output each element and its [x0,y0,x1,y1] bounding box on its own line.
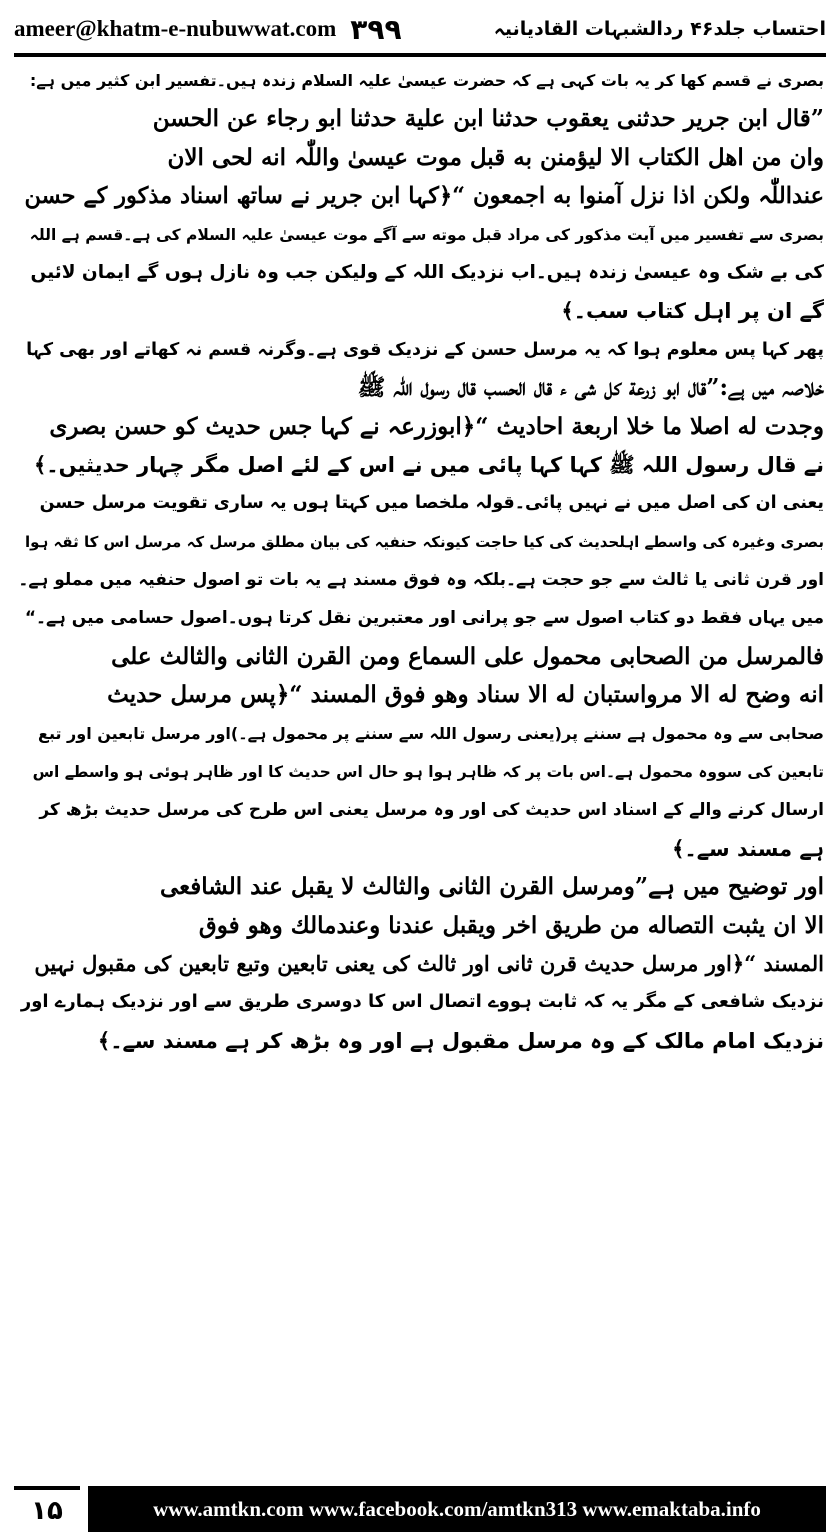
footer-page-number: ۱۵ [14,1486,80,1532]
page-body [18,62,824,1480]
body-line: الا ان یثبت التصاله من طریق اخر ویقبل عندنا وعندمالك وهو فوق [198,911,824,939]
header-email: ameer@khatm-e-nubuwwat.com [14,16,337,41]
body-line: کی بے شک وہ عیسیٰ زندہ ہیں۔اب نزدیک اللہ کے ولیکن جب وہ نازل ہوں گے ایمان لائیں [30,261,824,283]
page-footer [14,1486,826,1532]
body-line: پھر کہا پس معلوم ہوا کہ یہ مرسل حسن کے نزدیک قوی ہے۔وگرنہ قسم نہ کھاتے اور بھی کہا [26,339,824,360]
body-line: نزدیک شافعی کے مگر یہ کہ ثابت ہووے اتصال اس کا دوسری طریق سے اور نزدیک ہمارے اور [20,991,824,1013]
body-line: انه وضح له الا مرواستبان له الا سناد وهو فوق المسند “﴿پس مرسل حدیث [107,681,824,709]
body-line: اور توضیح میں ہے”ومرسل القرن الثانی والثالث لا یقبل عند الشافعی [159,873,824,901]
header-book-title: احتساب جلد۴۶ ردالشبہات القادیانیہ [493,18,826,40]
body-line: نے قال رسول اللہ ﷺ کہا کہا پائی میں نے اس کے لئے اصل مگر چہار حدیثیں۔﴾ [33,452,824,477]
footer-links: www.amtkn.com www.facebook.com/amtkn313 www.emaktaba.info [88,1486,826,1532]
header-rule [14,53,826,57]
body-line: تابعین کی سووہ محمول ہے۔اس بات پر کہ ظاہر ہوا ہو حال اس حدیث کا اور ظاہر ہوئی ہو واسطے اس [32,763,824,782]
body-line: بصری نے قسم کھا کر یہ بات کہی ہے کہ حضرت عیسیٰ علیہ السلام زندہ ہیں۔تفسیر ابن کثیر میں ہے: [29,71,824,90]
body-line: وجدت له اصلا ما خلا اربعة احادیث “﴿ابوزرعہ نے کہا جس حدیث کو حسن بصری [49,412,824,440]
body-line: خلاصہ میں ہے:”قال ابو زرعة کل شی ء قال الحسب قال رسول اللّٰہ ﷺ [357,374,824,402]
body-line: ”قال ابن جریر حدثنی یعقوب حدثنا ابن علیة حدثنا ابو رجاء عن الحسن [152,105,824,133]
body-line: صحابی سے وہ محمول ہے سننے پر(یعنی رسول اللہ سے سننے پر محمول ہے۔)اور مرسل تابعین اور تبع [38,723,824,743]
header-left [14,13,402,46]
body-line: المسند “﴿اور مرسل حدیث قرن ثانی اور ثالث کی یعنی تابعین وتبع تابعین کی مقبول نہیں [34,950,824,976]
body-line: گے ان پر اہل کتاب سب۔﴾ [561,299,824,324]
body-line: نزدیک امام مالک کے وہ مرسل مقبول ہے اور وہ بڑھ کر ہے مسند سے۔﴾ [97,1028,824,1053]
body-line: فالمرسل من الصحابی محمول علی السماع ومن القرن الثانی والثالث علی [111,642,824,670]
body-line: بصری سے تفسیر میں آیت مذکور کی مراد قبل موته سے آگے موت عیسیٰ علیہ السلام کی ہے۔قسم ہے اللہ [29,225,824,244]
body-line: بصری وغیرہ کی واسطے اہلحدیث کی کیا حاجت کیونکہ حنفیہ کی بیان مطلق مرسل کہ مرسل اس کا ثقہ ہوا [24,532,824,551]
body-line: اور قرن ثانی یا ثالث سے جو حجت ہے۔بلکہ وہ فوق مسند ہے یہ بات تو اصول حنفیہ میں مملو ہے۔ [18,570,824,591]
body-line: وان من اهل الکتاب الا لیؤمنن به قبل موت عیسیٰ واللّٰہ انه لحی الان [167,143,824,171]
body-line: یعنی ان کی اصل میں نے نہیں پائی۔قولہ ملخصا میں کہتا ہوں یہ ساری تقویت مرسل حسن [39,493,824,514]
header-page-number: ۳۹۹ [350,12,402,46]
page-header [14,6,826,52]
body-line: ہے مسند سے۔﴾ [672,836,824,861]
body-line: میں یہاں فقط دو کتاب اصول سے جو پرانی اور معتبرین نقل کرتا ہوں۔اصول حسامی میں ہے۔“ [24,608,824,629]
body-line: ارسال کرنے والے کے اسناد اس حدیث کی اور وہ مرسل یعنی اس طرح کی مرسل حدیث بڑھ کر [39,800,824,821]
body-line: عنداللّٰہ ولکن اذا نزل آمنوا به اجمعون “﴿کہا ابن جریر نے ساتھ اسناد مذکور کے حسن [24,183,824,210]
